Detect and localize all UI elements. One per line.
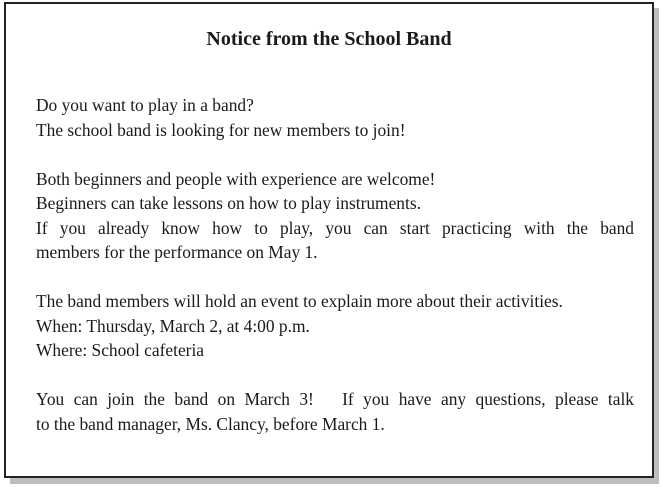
text-line: The school band is looking for new members to join! (36, 119, 406, 140)
text-line: You can join the band on March 3! If you have any questions, please talk (36, 389, 634, 409)
box-shadow-bottom (10, 478, 659, 484)
notice-body (36, 93, 634, 436)
event-where: Where: School cafeteria (36, 340, 205, 360)
text-line: Beginners can take lessons on how to play instruments. (36, 193, 421, 213)
paragraph-event (36, 289, 634, 363)
text-line: Both beginners and people with experience are welcome! (36, 168, 436, 189)
notice-box (4, 2, 654, 478)
paragraph-join (36, 387, 634, 436)
paragraph-welcome (36, 167, 634, 265)
text-line: to the band manager, Ms. Clancy, before March 1. (36, 413, 385, 434)
paragraph-invitation (36, 93, 634, 142)
text-line: If you already know how to play, you can start practicing with the band (36, 217, 634, 238)
text-line: The band members will hold an event to explain more about their activities. (36, 291, 563, 311)
event-when: When: Thursday, March 2, at 4:00 p.m. (36, 315, 310, 336)
box-shadow-right (654, 8, 659, 484)
text-line: members for the performance on May 1. (36, 242, 318, 262)
notice-title: Notice from the School Band (206, 28, 452, 50)
text-line: Do you want to play in a band? (36, 95, 254, 115)
